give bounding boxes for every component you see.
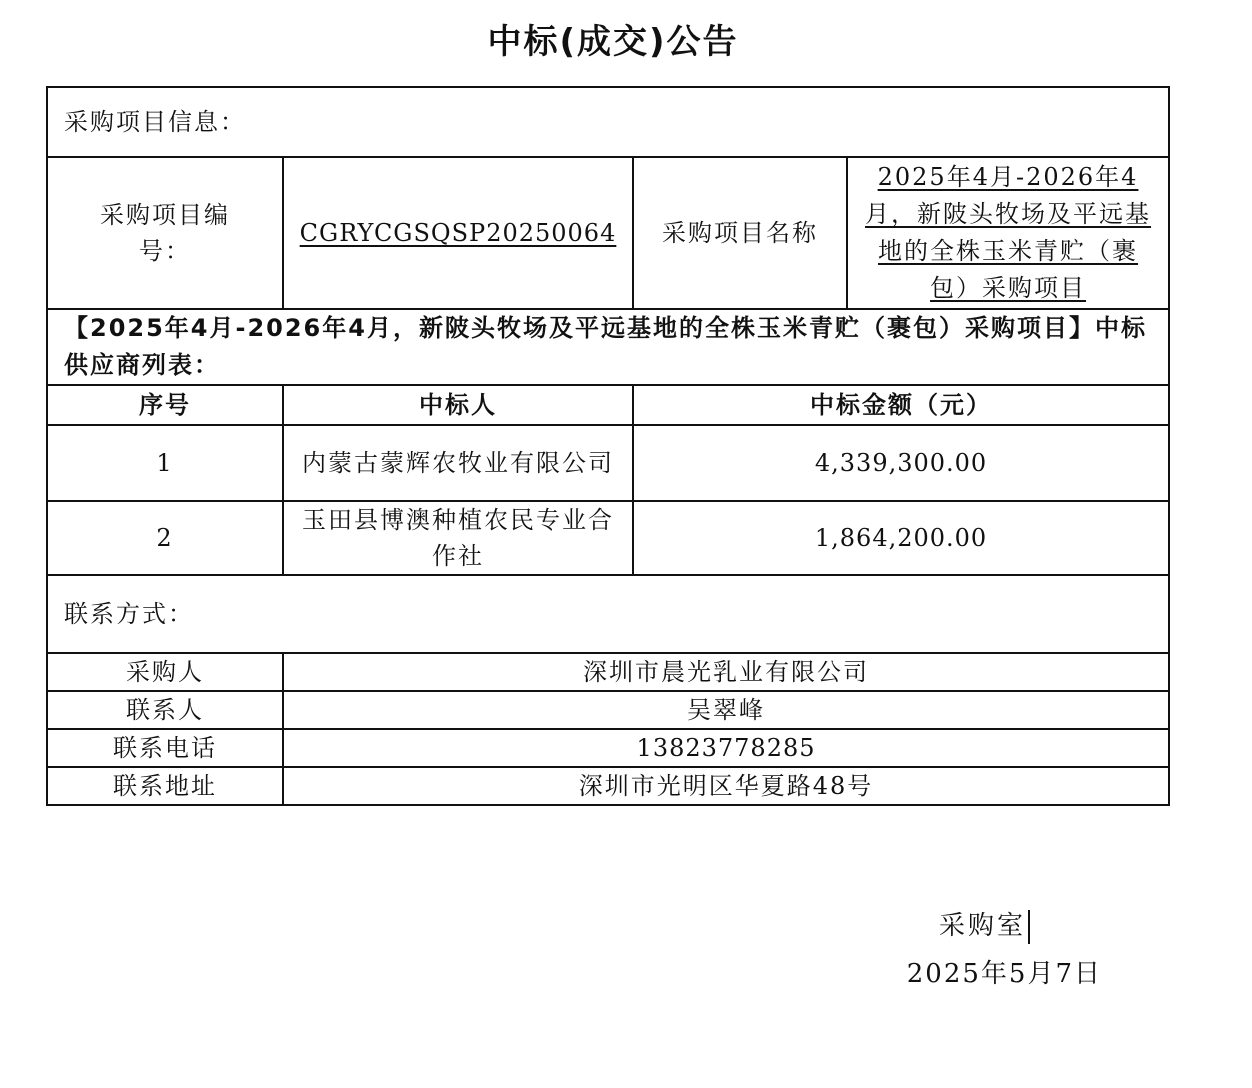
project-no-value: CGRYCGSQSP20250064 bbox=[299, 219, 617, 247]
signature: 采购室 bbox=[938, 911, 1026, 941]
project-detail-row bbox=[47, 157, 1169, 309]
winner-name: 内蒙古蒙辉农牧业有限公司 bbox=[283, 425, 633, 501]
header-amount: 中标金额（元） bbox=[633, 385, 1169, 425]
header-winner: 中标人 bbox=[283, 385, 633, 425]
winners-caption-row bbox=[47, 309, 1169, 385]
page-title: 中标(成交)公告 bbox=[487, 22, 739, 62]
winners-caption: 【2025年4月-2026年4月，新陂头牧场及平远基地的全株玉米青贮（裹包）采购项目】中标供应商列表： bbox=[47, 309, 1169, 385]
contact-label: 联系地址 bbox=[47, 767, 283, 805]
winner-no: 2 bbox=[47, 501, 283, 575]
table-row bbox=[47, 425, 1169, 501]
contact-value: 吴翠峰 bbox=[283, 691, 1169, 729]
contact-label: 采购人 bbox=[47, 653, 283, 691]
contact-value: 13823778285 bbox=[283, 729, 1169, 767]
contact-row bbox=[47, 729, 1169, 767]
notice-date: 2025年5月7日 bbox=[906, 959, 1102, 989]
notice-table bbox=[46, 86, 1170, 806]
section-project-info: 采购项目信息： bbox=[47, 87, 1169, 157]
project-info-row bbox=[47, 87, 1169, 157]
project-no-label: 采购项目编号： bbox=[47, 157, 283, 309]
contact-label: 联系人 bbox=[47, 691, 283, 729]
header-no: 序号 bbox=[47, 385, 283, 425]
project-name-value-cell bbox=[847, 157, 1169, 309]
contact-section-row bbox=[47, 575, 1169, 653]
contact-row bbox=[47, 691, 1169, 729]
signature-block bbox=[939, 905, 1030, 944]
project-name-value: 2025年4月-2026年4月，新陂头牧场及平远基地的全株玉米青贮（裹包）采购项目 bbox=[865, 163, 1152, 302]
winners-header-row bbox=[47, 385, 1169, 425]
contact-value: 深圳市光明区华夏路48号 bbox=[283, 767, 1169, 805]
winner-amount: 4,339,300.00 bbox=[633, 425, 1169, 501]
project-name-label: 采购项目名称 bbox=[633, 157, 847, 309]
project-no-value-cell bbox=[283, 157, 633, 309]
contact-row bbox=[47, 653, 1169, 691]
winner-name: 玉田县博澳种植农民专业合作社 bbox=[283, 501, 633, 575]
text-cursor bbox=[1028, 910, 1030, 944]
winner-no: 1 bbox=[47, 425, 283, 501]
table-row bbox=[47, 501, 1169, 575]
contact-value: 深圳市晨光乳业有限公司 bbox=[283, 653, 1169, 691]
winner-amount: 1,864,200.00 bbox=[633, 501, 1169, 575]
contact-label: 联系电话 bbox=[47, 729, 283, 767]
contact-row bbox=[47, 767, 1169, 805]
section-contact: 联系方式： bbox=[47, 575, 1169, 653]
